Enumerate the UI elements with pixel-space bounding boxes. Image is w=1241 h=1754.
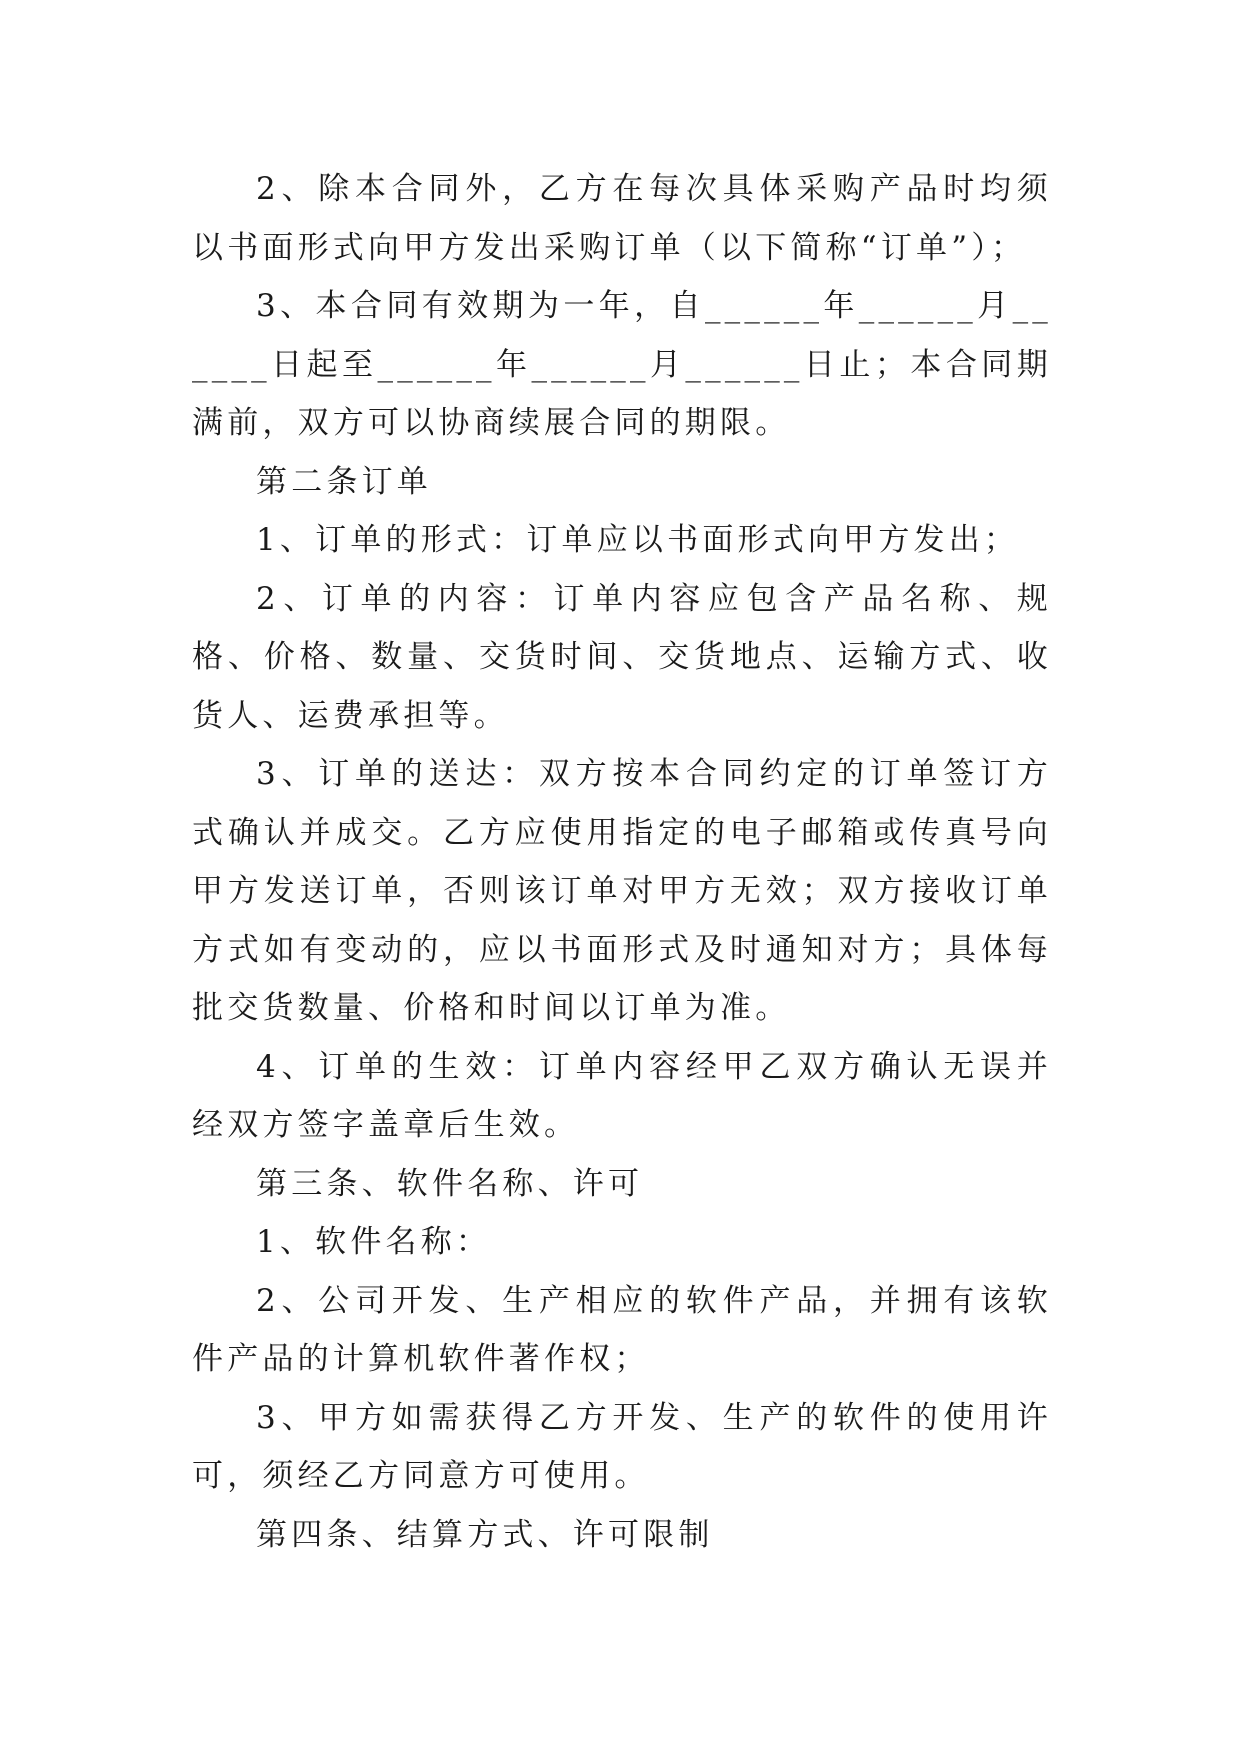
clause-paragraph: 1、软件名称： (256, 1224, 492, 1260)
clause-paragraph: 2、订单的内容：订单内容应包含产品名称、规格、价格、数量、交货时间、交货地点、运输方式、收货人、运费承担等。 (192, 580, 1052, 734)
section-heading: 第三条、软件名称、许可 (256, 1165, 644, 1202)
clause-paragraph: 2、除本合同外，乙方在每次具体采购产品时均须以书面形式向甲方发出采购订单（以下简称“订单”）； (192, 171, 1052, 266)
clause-paragraph: 2、公司开发、生产相应的软件产品，并拥有该软件产品的计算机软件著作权； (192, 1282, 1052, 1377)
clause-paragraph: 3、甲方如需获得乙方开发、生产的软件的使用许可，须经乙方同意方可使用。 (192, 1399, 1052, 1494)
section-heading: 第四条、结算方式、许可限制 (256, 1516, 714, 1553)
clause-paragraph: 3、本合同有效期为一年，自______年______月______日起至______年______月______日止；本合同期满前，双方可以协商续展合同的期限。 (192, 288, 1052, 441)
document-body (192, 160, 1052, 1564)
clause-paragraph: 4、订单的生效：订单内容经甲乙双方确认无误并经双方签字盖章后生效。 (192, 1048, 1052, 1143)
section-heading: 第二条订单 (256, 463, 432, 500)
clause-paragraph: 3、订单的送达：双方按本合同约定的订单签订方式确认并成交。乙方应使用指定的电子邮箱或传真号向甲方发送订单，否则该订单对甲方无效；双方接收订单方式如有变动的，应以书面形式及时通知对方；具体每批交货数量、价格和时间以订单为准。 (192, 756, 1052, 1026)
clause-paragraph: 1、订单的形式：订单应以书面形式向甲方发出； (256, 522, 1020, 558)
